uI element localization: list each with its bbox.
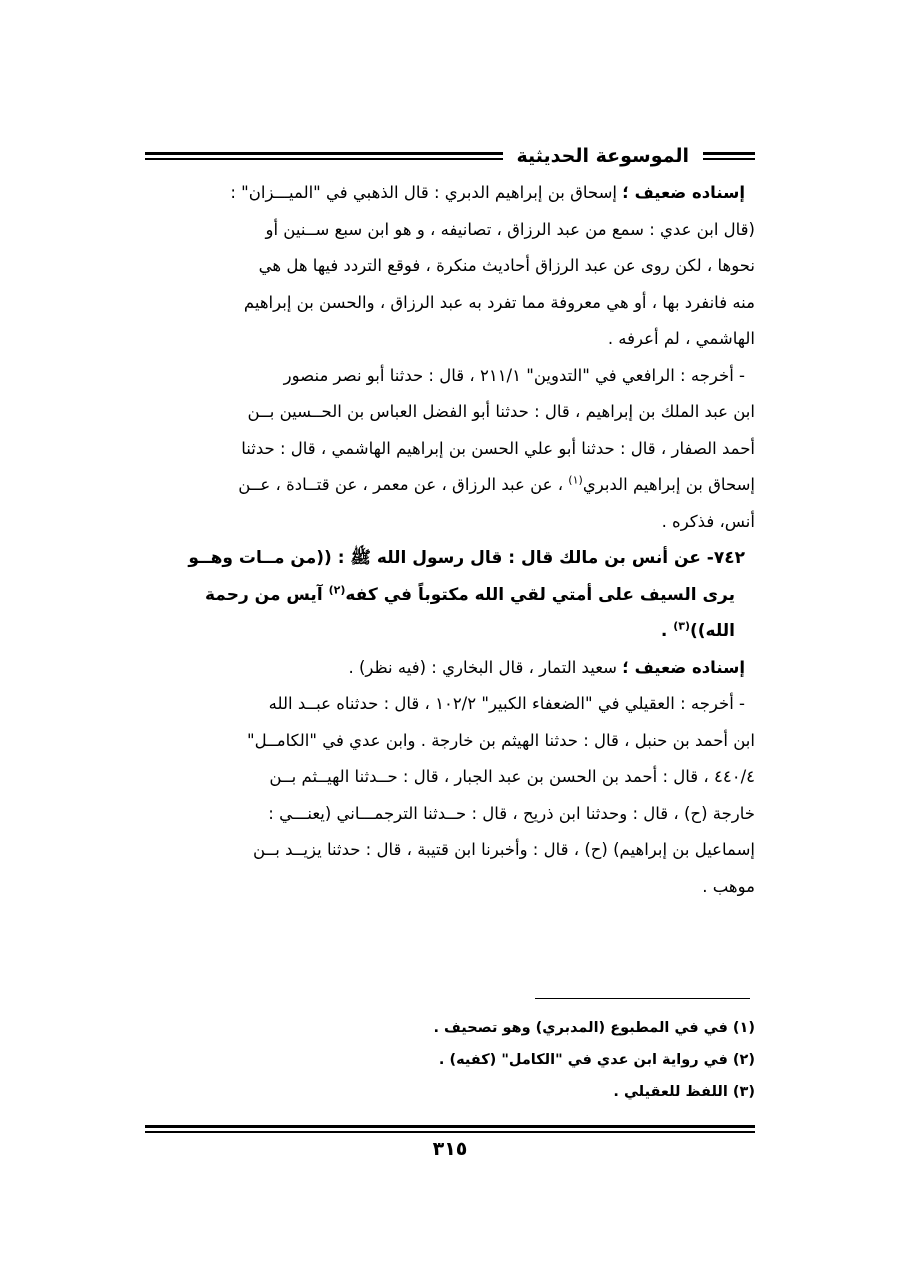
header-rule-short: [703, 152, 755, 160]
footnote-ref: (١): [568, 473, 583, 487]
main-text: [150, 175, 755, 905]
hadith-text: [150, 540, 755, 650]
header-title: الموسوعة الحديثية: [516, 145, 689, 167]
hadith-line: ٧٤٢- عن أنس بن مالك قال : قال رسول الله ﷺ : ((من مــات وهــو: [188, 548, 745, 568]
footnote: (٢) في رواية ابن عدي في "الكامل" (كفيه) .: [438, 1052, 755, 1068]
footnotes: [300, 1012, 755, 1108]
text-span: سعيد التمار ، قال البخاري : (فيه نظر) .: [348, 657, 623, 677]
footnote: (١) في في المطبوع (المدبري) وهو تصحيف .: [433, 1020, 755, 1036]
takhrij-line: ابن عبد الملك بن إبراهيم ، قال : حدثنا أبو الفضل العباس بن الحــسين بــن: [247, 402, 755, 421]
footnote: (٣) اللفظ للعقيلي .: [613, 1084, 755, 1100]
text-span: يرى السيف على أمتي لقي الله مكتوباً في كفه: [345, 584, 735, 605]
text-line: منه فانفرد بها ، أو هي معروفة مما تفرد به عبد الرزاق ، والحسن بن إبراهيم: [243, 292, 755, 312]
takhrij-line: ابن أحمد بن حنبل ، قال : حدثنا الهيثم بن خارجة . وابن عدي في "الكامــل": [247, 730, 755, 750]
footer-rule: [145, 1125, 755, 1133]
page-number: ٣١٥: [432, 1138, 468, 1160]
takhrij-line: موهب .: [702, 876, 755, 896]
text-line: [150, 650, 755, 687]
text-span: ، عن عبد الرزاق ، عن معمر ، عن قتــادة ، عــن: [238, 475, 569, 494]
text-line: [150, 175, 755, 212]
header-rule-long: [145, 152, 503, 160]
footnote-separator: [535, 998, 750, 999]
text-line: (قال ابن عدي : سمع من عبد الرزاق ، تصانيفه ، و هو ابن سبع ســنين أو: [265, 219, 755, 239]
footnote-ref: (٣): [673, 619, 690, 633]
takhrij-line: أحمد الصفار ، قال : حدثنا أبو علي الحسن بن إبراهيم الهاشمي ، قال : حدثنا: [241, 438, 755, 458]
text-span: .: [660, 621, 674, 641]
text-line: الهاشمي ، لم أعرفه .: [607, 329, 755, 348]
page-header: [145, 141, 755, 171]
text-line: نحوها ، لكن روى عن عبد الرزاق أحاديث منكرة ، فوقع التردد فيها هل هي: [258, 256, 755, 275]
takhrij-line: خارجة (ح) ، قال : وحدثنا ابن ذريح ، قال : حــدثنا الترجمـــاني (يعنـــي :: [268, 803, 755, 823]
takhrij-line: - أخرجه : العقيلي في "الضعفاء الكبير" ١٠٢/٢ ، قال : حدثناه عبــد الله: [268, 694, 745, 713]
text-span: إسحاق بن إبراهيم الدبري: [582, 475, 755, 494]
takhrij-line: ٤٤٠/٤ ، قال : أحمد بن الحسن بن عبد الجبار ، قال : حــدثنا الهيــثم بــن: [269, 767, 755, 786]
takhrij-line: [150, 467, 755, 504]
hadith-line: [150, 613, 755, 650]
hadith-line: [150, 577, 755, 614]
text-span: إسحاق بن إبراهيم الدبري : قال الذهبي في "الميـــزان" :: [230, 183, 623, 202]
takhrij-line: - أخرجه : الرافعي في "التدوين" ٢١١/١ ، قال : حدثنا أبو نصر منصور: [283, 365, 745, 385]
footnote-ref: (٢): [328, 582, 346, 596]
text-span: آيس من رحمة: [205, 584, 329, 605]
isnad-label: إسناده ضعيف ؛: [622, 183, 745, 202]
takhrij-line: إسماعيل بن إبراهيم) (ح) ، قال : وأخبرنا ابن قتيبة ، قال : حدثنا يزيــد بــن: [253, 840, 755, 859]
isnad-label: إسناده ضعيف ؛: [622, 657, 745, 677]
takhrij-line: أنس، فذكره .: [661, 511, 755, 531]
text-span: الله)): [690, 621, 735, 641]
